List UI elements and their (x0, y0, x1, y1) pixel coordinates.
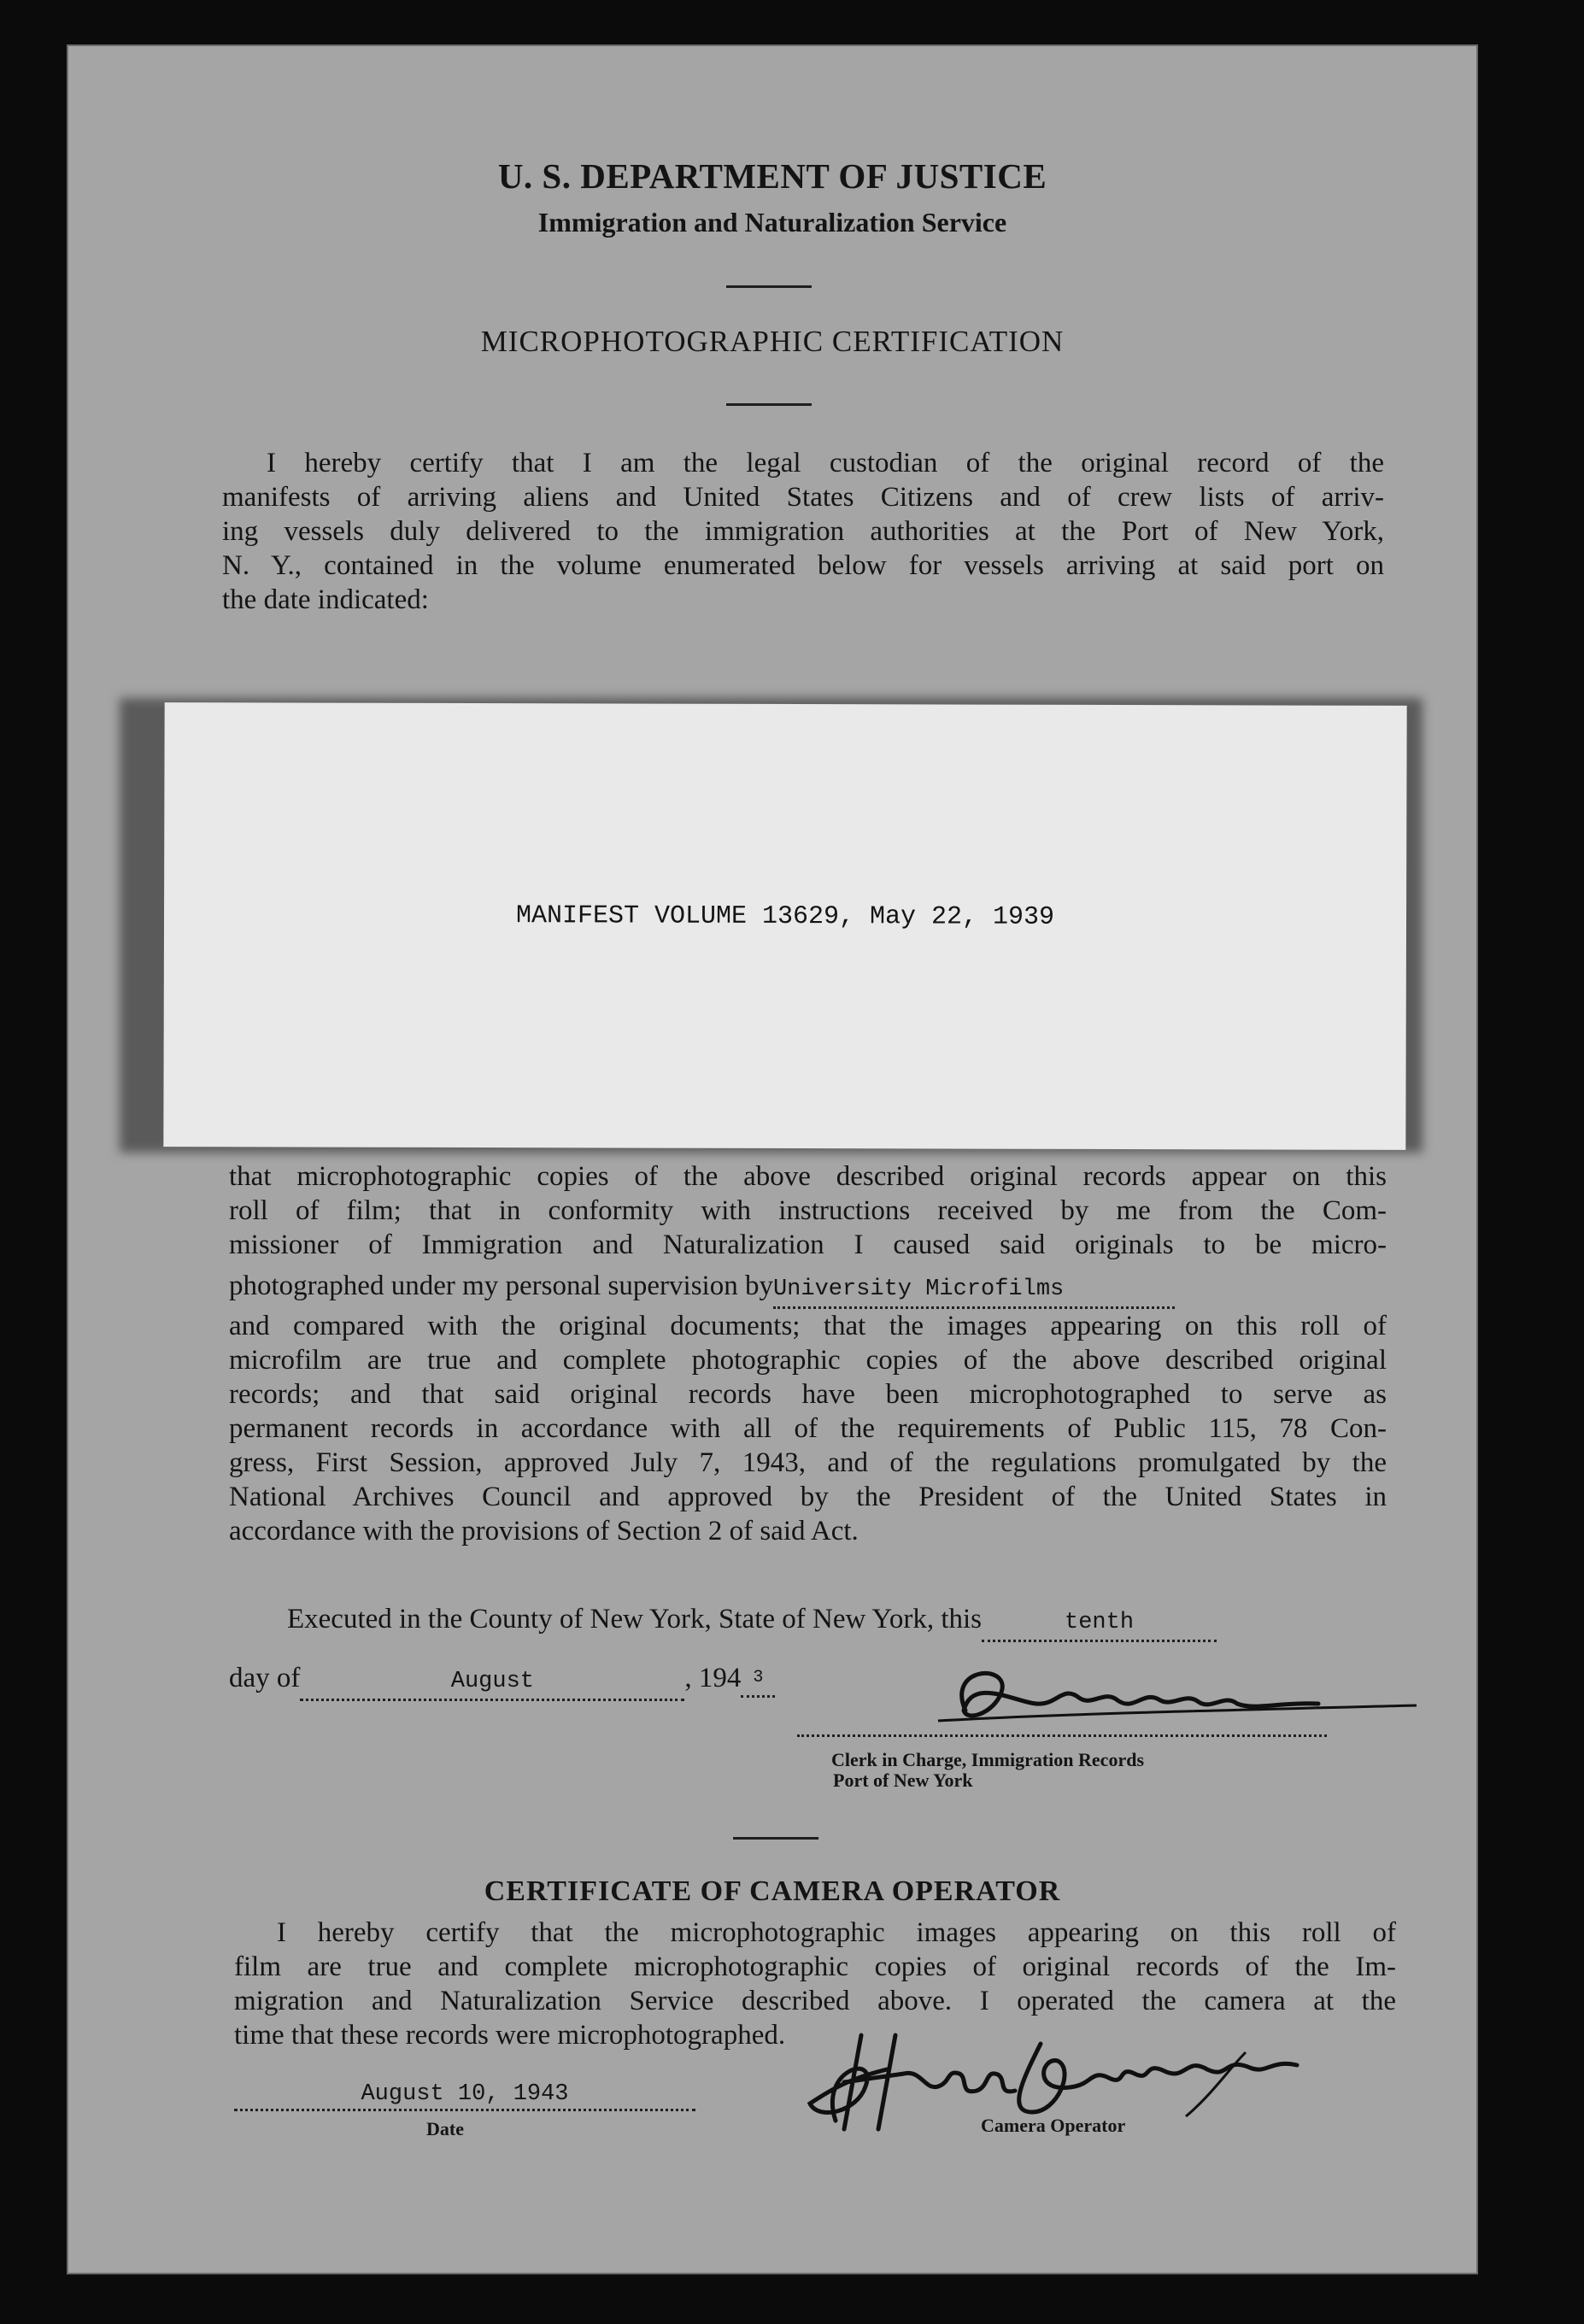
body-line: permanent records in accordance with all of the requirements of Public 115, 78 Con- (229, 1413, 1387, 1444)
clerk-title-line2: Port of New York (833, 1769, 973, 1791)
operator-line: time that these records were microphotographed. (234, 2020, 786, 2051)
intro-line: manifests of arriving aliens and United States Citizens and of crew lists of arriv- (222, 482, 1384, 513)
executed-year-prefix: , 194 (684, 1663, 742, 1693)
camera-operator-label: Camera Operator (981, 2115, 1126, 2136)
intro-line: the date indicated: (222, 584, 429, 615)
intro-line: N. Y., contained in the volume enumerated below for vessels arriving at said port on (222, 550, 1384, 581)
body-line: microfilm are true and complete photographic copies of the above described original (229, 1345, 1387, 1376)
intro-line: ing vessels duly delivered to the immigration authorities at the Port of New York, (222, 516, 1384, 547)
executed-year-field: 3 (741, 1661, 775, 1698)
operator-certificate-title: CERTIFICATE OF CAMERA OPERATOR (484, 1875, 1061, 1907)
operator-line: migration and Naturalization Service described above. I operated the camera at the (234, 1986, 1396, 2016)
body-line: and compared with the original documents; that the images appearing on this roll of (229, 1311, 1387, 1341)
clerk-signature-line (797, 1734, 1327, 1737)
clerk-title (831, 1750, 1144, 1791)
body-line: accordance with the provisions of Section 2 of said Act. (229, 1516, 859, 1546)
body-line: National Archives Council and approved by the President of the United States in (229, 1482, 1387, 1512)
operator-line: I hereby certify that the microphotographic images appearing on this roll of (277, 1917, 1396, 1948)
certification-title: MICROPHOTOGRAPHIC CERTIFICATION (480, 325, 1065, 358)
body-line: that microphotographic copies of the above described original records appear on this (229, 1161, 1387, 1192)
body-line: missioner of Immigration and Naturalization I caused said originals to be micro- (229, 1229, 1387, 1260)
day-of-label: day of (229, 1663, 301, 1693)
service-subheading: Immigration and Naturalization Service (537, 207, 1007, 238)
executed-month-field: August (300, 1664, 684, 1701)
certificate-sheet (67, 44, 1478, 2274)
supervision-prefix: photographed under my personal supervision by (229, 1271, 773, 1301)
operator-line: film are true and complete microphotographic copies of original records of the Im- (234, 1951, 1396, 1982)
executed-day-field: tenth (982, 1605, 1217, 1642)
intro-paragraph (222, 446, 1384, 617)
body-line: gress, First Session, approved July 7, 1943, and of the regulations promulgated by the (229, 1447, 1387, 1478)
manifest-volume-text: MANIFEST VOLUME 13629, May 22, 1939 (515, 901, 1055, 932)
operator-date-label: Date (426, 2118, 464, 2139)
clerk-signature (887, 1651, 1434, 1753)
divider-rule-mid (726, 403, 812, 406)
divider-rule-lower (733, 1837, 818, 1840)
divider-rule-top (726, 285, 812, 288)
supervision-line (229, 1269, 1387, 1309)
supervision-by-field: University Microfilms (773, 1272, 1175, 1309)
body-line: roll of film; that in conformity with instructions received by me from the Com- (229, 1195, 1387, 1226)
body-line: records; and that said original records have been microphotographed to serve as (229, 1379, 1387, 1410)
clerk-title-line1: Clerk in Charge, Immigration Records (831, 1749, 1145, 1770)
executed-prefix: Executed in the County of New York, State of New York, this (287, 1604, 983, 1634)
day-of-line (229, 1661, 998, 1701)
body-paragraph (229, 1159, 1387, 1548)
manifest-slip (163, 702, 1406, 1150)
executed-line (287, 1602, 1398, 1642)
intro-line: I hereby certify that I am the legal custodian of the original record of the (267, 448, 1384, 478)
operator-date-field: August 10, 1943 (234, 2081, 695, 2111)
department-heading: U. S. DEPARTMENT OF JUSTICE (497, 156, 1047, 196)
